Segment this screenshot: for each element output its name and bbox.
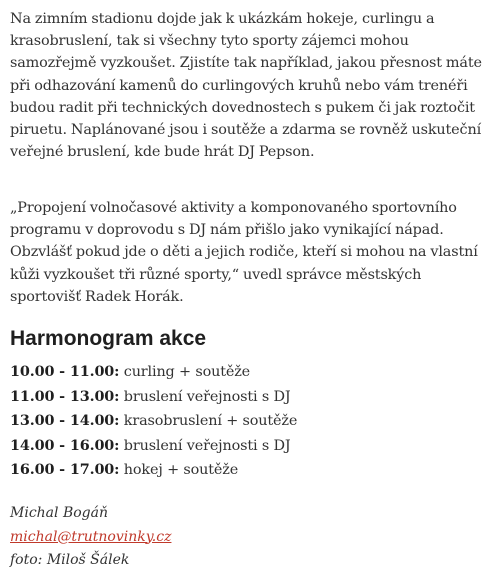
schedule-list [10,360,297,483]
schedule-item [10,409,297,434]
schedule-separator: : [114,412,120,429]
schedule-time: 13.00 - 14.00 [10,412,115,429]
article-quote-paragraph: „Propojení volnočasové aktivity a komponovaného sportovního programu v doprovodu s DJ nám přišlo jako vynikající nápad. Obzvlášť pokud jde o děti a jejich rodiče, kteří si mohou na vlastní kůži vyzkoušet tři různé sporty,“ uvedl správce městských sportovišť Radek Horák. [10,200,478,305]
schedule-item [10,458,297,483]
article-signature [10,502,171,573]
schedule-activity: bruslení veřejnosti s DJ [123,388,291,405]
schedule-separator: : [114,461,120,478]
schedule-activity: bruslení veřejnosti s DJ [123,437,291,454]
schedule-time: 11.00 - 13.00 [10,387,115,405]
schedule-separator: : [114,387,120,405]
schedule-item [10,360,297,385]
schedule-item [10,434,297,459]
schedule-heading: Harmonogram akce [10,327,207,350]
schedule-separator: : [114,363,120,380]
schedule-activity: curling + soutěže [123,364,251,380]
schedule-activity: krasobruslení + soutěže [123,413,298,429]
article-paragraph: Na zimním stadionu dojde jak k ukázkám hokeje, curlingu a krasobruslení, tak si všechny tyto sporty zájemci mohou samozřejmě vyzkoušet. Zjistíte tak například, jakou přesnost máte při odhazování kamenů do curlingových kruhů nebo vám trenéři budou radit při technických dovednostech s pukem či jak roztočit piruetu. Naplánované jsou i soutěže a zdarma se rovněž uskuteční veřejné bruslení, kde bude hrát DJ Pepson. [10,11,482,161]
schedule-activity: hokej + soutěže [123,462,239,478]
author-email-link[interactable]: michal@trutnovinky.cz [10,528,172,545]
schedule-time: 14.00 - 16.00 [10,436,115,454]
photo-credit: foto: Miloš Šálek [10,552,130,568]
author-name: Michal Bogáň [10,505,108,521]
schedule-time: 16.00 - 17.00 [10,461,115,478]
schedule-item [10,385,297,410]
schedule-time: 10.00 - 11.00 [10,363,115,380]
schedule-separator: : [114,436,120,454]
